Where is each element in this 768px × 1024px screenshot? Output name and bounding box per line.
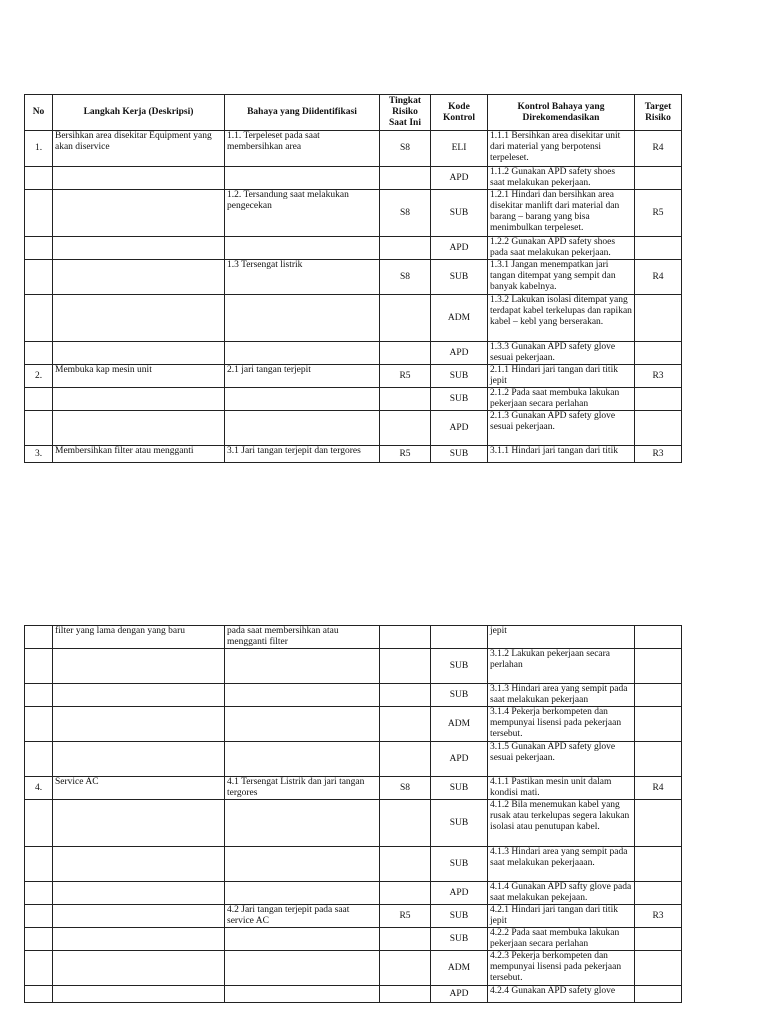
cell-tingkat-risiko	[380, 928, 431, 951]
cell-target-risiko: R3	[635, 446, 682, 463]
cell-bahaya	[225, 237, 380, 260]
cell-target-risiko: R4	[635, 260, 682, 295]
cell-no: 1.	[25, 131, 53, 167]
cell-no	[25, 742, 53, 777]
header-target-risiko: Target Risiko	[635, 95, 682, 131]
cell-kontrol-bahaya: 4.2.4 Gunakan APD safety glove	[488, 986, 635, 1003]
cell-kode-kontrol: SUB	[431, 446, 488, 463]
cell-kontrol-bahaya: 1.2.1 Hindari dan bersihkan area disekitar manlift dari material dan barang – barang yang bisa menimbulkan terpeleset.	[488, 190, 635, 237]
table-row	[25, 800, 682, 847]
cell-langkah-kerja	[53, 905, 225, 928]
cell-tingkat-risiko	[380, 167, 431, 190]
table-row	[25, 882, 682, 905]
cell-bahaya: 4.1 Tersengat Listrik dan jari tangan tergores	[225, 777, 380, 800]
cell-bahaya	[225, 167, 380, 190]
table-row	[25, 388, 682, 411]
cell-target-risiko	[635, 649, 682, 684]
cell-langkah-kerja	[53, 707, 225, 742]
cell-tingkat-risiko	[380, 388, 431, 411]
cell-bahaya: 1.3 Tersengat listrik	[225, 260, 380, 295]
cell-no	[25, 951, 53, 986]
cell-kontrol-bahaya: 4.1.2 Bila menemukan kabel yang rusak atau terkelupas segera lakukan isolasi atau penutupan kabel.	[488, 800, 635, 847]
cell-tingkat-risiko	[380, 295, 431, 342]
cell-no	[25, 882, 53, 905]
cell-tingkat-risiko: S8	[380, 260, 431, 295]
cell-kontrol-bahaya: 4.2.1 Hindari jari tangan dari titik jepit	[488, 905, 635, 928]
cell-kode-kontrol: APD	[431, 167, 488, 190]
cell-target-risiko	[635, 388, 682, 411]
cell-langkah-kerja	[53, 882, 225, 905]
cell-no	[25, 295, 53, 342]
cell-langkah-kerja	[53, 237, 225, 260]
cell-no	[25, 707, 53, 742]
hazard-table-page-1	[24, 94, 682, 463]
cell-no: 3.	[25, 446, 53, 463]
cell-langkah-kerja	[53, 800, 225, 847]
cell-kode-kontrol: APD	[431, 411, 488, 446]
cell-target-risiko	[635, 800, 682, 847]
table-row	[25, 777, 682, 800]
cell-kode-kontrol: ADM	[431, 295, 488, 342]
table-row	[25, 742, 682, 777]
cell-no	[25, 190, 53, 237]
cell-langkah-kerja	[53, 411, 225, 446]
cell-kontrol-bahaya: 3.1.1 Hindari jari tangan dari titik	[488, 446, 635, 463]
cell-no	[25, 342, 53, 365]
cell-kontrol-bahaya: 2.1.1 Hindari jari tangan dari titik jepit	[488, 365, 635, 388]
cell-no: 4.	[25, 777, 53, 800]
cell-kode-kontrol: APD	[431, 742, 488, 777]
cell-tingkat-risiko: S8	[380, 777, 431, 800]
cell-bahaya	[225, 388, 380, 411]
cell-target-risiko	[635, 167, 682, 190]
cell-target-risiko	[635, 684, 682, 707]
table-row	[25, 986, 682, 1003]
cell-kontrol-bahaya: 3.1.4 Pekerja berkompeten dan mempunyai lisensi pada pekerjaan tersebut.	[488, 707, 635, 742]
cell-tingkat-risiko	[380, 882, 431, 905]
cell-target-risiko	[635, 295, 682, 342]
cell-langkah-kerja	[53, 342, 225, 365]
cell-tingkat-risiko	[380, 342, 431, 365]
cell-tingkat-risiko	[380, 707, 431, 742]
cell-bahaya: 4.2 Jari tangan terjepit pada saat service AC	[225, 905, 380, 928]
cell-no	[25, 388, 53, 411]
cell-kontrol-bahaya: jepit	[488, 626, 635, 649]
cell-langkah-kerja	[53, 928, 225, 951]
cell-kontrol-bahaya: 4.1.4 Gunakan APD safty glove pada saat melakukan pekejaan.	[488, 882, 635, 905]
cell-kode-kontrol: SUB	[431, 649, 488, 684]
table-row	[25, 295, 682, 342]
table-row	[25, 684, 682, 707]
table-row	[25, 167, 682, 190]
cell-no	[25, 928, 53, 951]
cell-no	[25, 260, 53, 295]
cell-kode-kontrol: SUB	[431, 800, 488, 847]
table-row	[25, 365, 682, 388]
cell-bahaya: 1.1. Terpeleset pada saat membersihkan area	[225, 131, 380, 167]
cell-bahaya	[225, 928, 380, 951]
cell-kontrol-bahaya: 3.1.2 Lakukan pekerjaan secara perlahan	[488, 649, 635, 684]
header-tingkat-risiko: Tingkat Risiko Saat Ini	[380, 95, 431, 131]
cell-langkah-kerja	[53, 986, 225, 1003]
cell-kontrol-bahaya: 1.2.2 Gunakan APD safety shoes pada saat melakukan pekerjaan.	[488, 237, 635, 260]
cell-bahaya: 2.1 jari tangan terjepit	[225, 365, 380, 388]
table-row	[25, 951, 682, 986]
cell-kode-kontrol: SUB	[431, 684, 488, 707]
hazard-table-page-2	[24, 625, 682, 1003]
cell-kode-kontrol: ADM	[431, 707, 488, 742]
header-langkah-kerja: Langkah Kerja (Deskripsi)	[53, 95, 225, 131]
cell-langkah-kerja: Membersihkan filter atau mengganti	[53, 446, 225, 463]
cell-langkah-kerja	[53, 190, 225, 237]
cell-tingkat-risiko: R5	[380, 905, 431, 928]
cell-kontrol-bahaya: 2.1.3 Gunakan APD safety glove sesuai pekerjaan.	[488, 411, 635, 446]
table-row	[25, 847, 682, 882]
cell-langkah-kerja: Bersihkan area disekitar Equipment yang akan diservice	[53, 131, 225, 167]
cell-kontrol-bahaya: 3.1.5 Gunakan APD safety glove sesuai pekerjaan.	[488, 742, 635, 777]
cell-tingkat-risiko	[380, 649, 431, 684]
cell-kode-kontrol: SUB	[431, 928, 488, 951]
cell-langkah-kerja	[53, 742, 225, 777]
cell-kontrol-bahaya: 3.1.3 Hindari area yang sempit pada saat melakukan pekerjaan	[488, 684, 635, 707]
table-row	[25, 928, 682, 951]
table-row	[25, 237, 682, 260]
cell-kode-kontrol: ADM	[431, 951, 488, 986]
cell-tingkat-risiko	[380, 951, 431, 986]
table-row	[25, 411, 682, 446]
cell-bahaya	[225, 742, 380, 777]
cell-no	[25, 986, 53, 1003]
cell-kode-kontrol	[431, 626, 488, 649]
cell-kode-kontrol: SUB	[431, 190, 488, 237]
cell-langkah-kerja: Service AC	[53, 777, 225, 800]
cell-kontrol-bahaya: 2.1.2 Pada saat membuka lakukan pekerjaan secara perlahan	[488, 388, 635, 411]
cell-target-risiko	[635, 237, 682, 260]
cell-kode-kontrol: APD	[431, 342, 488, 365]
cell-no	[25, 626, 53, 649]
header-kontrol-bahaya: Kontrol Bahaya yang Direkomendasikan	[488, 95, 635, 131]
cell-bahaya: 3.1 Jari tangan terjepit dan tergores	[225, 446, 380, 463]
cell-kode-kontrol: APD	[431, 986, 488, 1003]
cell-tingkat-risiko	[380, 411, 431, 446]
cell-tingkat-risiko	[380, 237, 431, 260]
cell-kontrol-bahaya: 1.1.2 Gunakan APD safety shoes saat melakukan pekerjaan.	[488, 167, 635, 190]
cell-kontrol-bahaya: 4.1.3 Hindari area yang sempit pada saat melakukan pekerjaaan.	[488, 847, 635, 882]
cell-langkah-kerja	[53, 260, 225, 295]
cell-no	[25, 905, 53, 928]
table-row	[25, 131, 682, 167]
cell-tingkat-risiko	[380, 986, 431, 1003]
cell-kode-kontrol: SUB	[431, 388, 488, 411]
header-no: No	[25, 95, 53, 131]
cell-target-risiko	[635, 707, 682, 742]
cell-target-risiko	[635, 928, 682, 951]
cell-tingkat-risiko: S8	[380, 131, 431, 167]
cell-kode-kontrol: SUB	[431, 365, 488, 388]
cell-no	[25, 167, 53, 190]
table-row	[25, 446, 682, 463]
cell-tingkat-risiko	[380, 684, 431, 707]
cell-langkah-kerja	[53, 951, 225, 986]
cell-bahaya	[225, 342, 380, 365]
cell-target-risiko	[635, 342, 682, 365]
cell-tingkat-risiko	[380, 800, 431, 847]
cell-no	[25, 800, 53, 847]
cell-bahaya	[225, 986, 380, 1003]
table-row	[25, 626, 682, 649]
cell-tingkat-risiko: R5	[380, 446, 431, 463]
cell-langkah-kerja: Membuka kap mesin unit	[53, 365, 225, 388]
cell-no	[25, 684, 53, 707]
cell-bahaya	[225, 951, 380, 986]
cell-no	[25, 649, 53, 684]
cell-no	[25, 237, 53, 260]
cell-tingkat-risiko: R5	[380, 365, 431, 388]
table-row	[25, 707, 682, 742]
cell-target-risiko	[635, 882, 682, 905]
cell-kontrol-bahaya: 4.2.2 Pada saat membuka lakukan pekerjaan secara perlahan	[488, 928, 635, 951]
cell-langkah-kerja	[53, 649, 225, 684]
cell-kode-kontrol: ELI	[431, 131, 488, 167]
cell-target-risiko	[635, 951, 682, 986]
cell-langkah-kerja	[53, 167, 225, 190]
cell-bahaya	[225, 649, 380, 684]
cell-target-risiko	[635, 847, 682, 882]
cell-target-risiko	[635, 626, 682, 649]
cell-langkah-kerja	[53, 847, 225, 882]
table-row	[25, 260, 682, 295]
cell-target-risiko	[635, 411, 682, 446]
header-bahaya: Bahaya yang Diidentifikasi	[225, 95, 380, 131]
cell-target-risiko: R3	[635, 905, 682, 928]
cell-no: 2.	[25, 365, 53, 388]
cell-kontrol-bahaya: 1.1.1 Bersihkan area disekitar unit dari material yang berpotensi terpeleset.	[488, 131, 635, 167]
cell-kontrol-bahaya: 1.3.2 Lakukan isolasi ditempat yang terdapat kabel terkelupas dan rapikan kabel – kebl yang berserakan.	[488, 295, 635, 342]
cell-target-risiko: R4	[635, 131, 682, 167]
cell-bahaya	[225, 800, 380, 847]
table-header-row	[25, 95, 682, 131]
cell-no	[25, 411, 53, 446]
cell-kontrol-bahaya: 1.3.3 Gunakan APD safety glove sesuai pekerjaan.	[488, 342, 635, 365]
cell-langkah-kerja	[53, 388, 225, 411]
header-kode-kontrol: Kode Kontrol	[431, 95, 488, 131]
cell-tingkat-risiko	[380, 847, 431, 882]
cell-bahaya	[225, 707, 380, 742]
cell-no	[25, 847, 53, 882]
cell-bahaya	[225, 295, 380, 342]
table-row	[25, 190, 682, 237]
cell-tingkat-risiko: S8	[380, 190, 431, 237]
cell-kode-kontrol: APD	[431, 237, 488, 260]
cell-bahaya	[225, 847, 380, 882]
cell-kode-kontrol: APD	[431, 882, 488, 905]
table-row	[25, 342, 682, 365]
cell-kode-kontrol: SUB	[431, 777, 488, 800]
cell-target-risiko: R3	[635, 365, 682, 388]
cell-bahaya: pada saat membersihkan atau mengganti filter	[225, 626, 380, 649]
cell-langkah-kerja	[53, 295, 225, 342]
cell-tingkat-risiko	[380, 742, 431, 777]
cell-target-risiko: R5	[635, 190, 682, 237]
cell-bahaya	[225, 411, 380, 446]
cell-kode-kontrol: SUB	[431, 847, 488, 882]
cell-kontrol-bahaya: 4.2.3 Pekerja berkompeten dan mempunyai lisensi pada pekerjaan tersebut.	[488, 951, 635, 986]
cell-tingkat-risiko	[380, 626, 431, 649]
cell-bahaya	[225, 684, 380, 707]
cell-kode-kontrol: SUB	[431, 260, 488, 295]
cell-target-risiko: R4	[635, 777, 682, 800]
cell-kontrol-bahaya: 4.1.1 Pastikan mesin unit dalam kondisi mati.	[488, 777, 635, 800]
cell-bahaya	[225, 882, 380, 905]
table-row	[25, 649, 682, 684]
cell-kontrol-bahaya: 1.3.1 Jangan menempatkan jari tangan ditempat yang sempit dan banyak kabelnya.	[488, 260, 635, 295]
cell-target-risiko	[635, 986, 682, 1003]
cell-target-risiko	[635, 742, 682, 777]
cell-langkah-kerja	[53, 684, 225, 707]
cell-bahaya: 1.2. Tersandung saat melakukan pengecekan	[225, 190, 380, 237]
cell-kode-kontrol: SUB	[431, 905, 488, 928]
table-row	[25, 905, 682, 928]
cell-langkah-kerja: filter yang lama dengan yang baru	[53, 626, 225, 649]
